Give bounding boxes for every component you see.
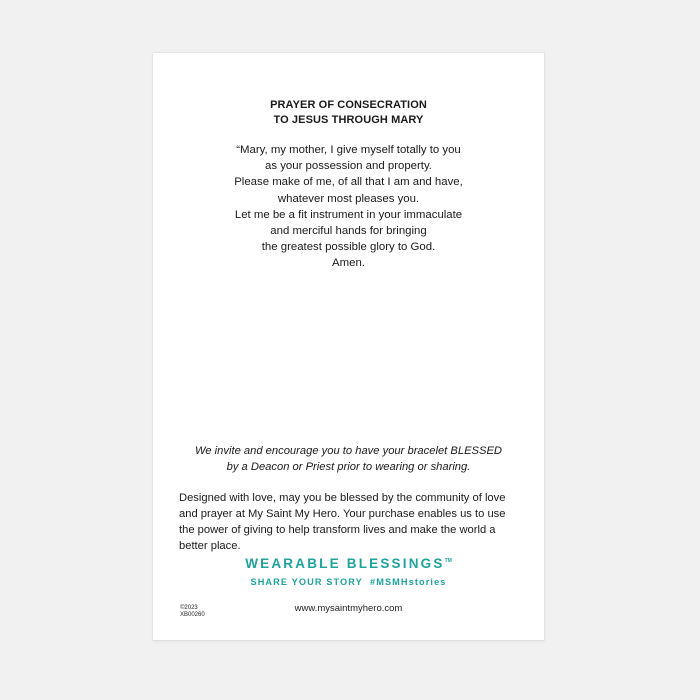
prayer-line: “Mary, my mother, I give myself totally to you bbox=[236, 144, 461, 156]
designed-line: the power of giving to help transform lives and make the world a bbox=[179, 524, 496, 536]
prayer-line: Amen. bbox=[332, 257, 365, 270]
designed-line: and prayer at My Saint My Hero. Your purchase enables us to use bbox=[179, 508, 506, 520]
prayer-title bbox=[153, 98, 544, 128]
designed-line: Designed with love, may you be blessed by the community of love bbox=[179, 492, 506, 504]
copyright-text: ©2023 bbox=[180, 605, 198, 611]
product-code: XB00260 bbox=[180, 612, 205, 618]
prayer-line: the greatest possible glory to God. bbox=[261, 241, 436, 254]
prayer-line: Please make of me, of all that I am and have, bbox=[234, 176, 463, 189]
brand-tagline: SHARE YOUR STORY #MSMHstories bbox=[250, 577, 447, 587]
brand-wordmark bbox=[153, 556, 544, 571]
prayer-line: and merciful hands for bringing bbox=[270, 225, 427, 238]
invite-line-2: by a Deacon or Priest prior to wearing or sharing. bbox=[226, 461, 471, 473]
prayer-title-line-1: PRAYER OF CONSECRATION bbox=[270, 99, 427, 111]
prayer-line: Let me be a fit instrument in your immaculate bbox=[234, 208, 463, 221]
prayer-title-line-2: TO JESUS THROUGH MARY bbox=[273, 114, 424, 126]
prayer-card bbox=[153, 53, 544, 640]
trademark-mark: TM bbox=[444, 558, 452, 564]
blessing-invitation bbox=[153, 443, 544, 475]
prayer-line: as your possession and property. bbox=[265, 160, 432, 173]
website-url: www.mysaintmyhero.com bbox=[294, 603, 403, 614]
prayer-text bbox=[153, 142, 544, 272]
designed-with-love-text bbox=[179, 490, 521, 554]
invite-line-1: We invite and encourage you to have your bracelet BLESSED bbox=[194, 445, 502, 457]
prayer-line: whatever most pleases you. bbox=[277, 192, 420, 205]
brand-name: WEARABLE BLESSINGS bbox=[245, 556, 445, 571]
designed-line: better place. bbox=[179, 540, 241, 552]
